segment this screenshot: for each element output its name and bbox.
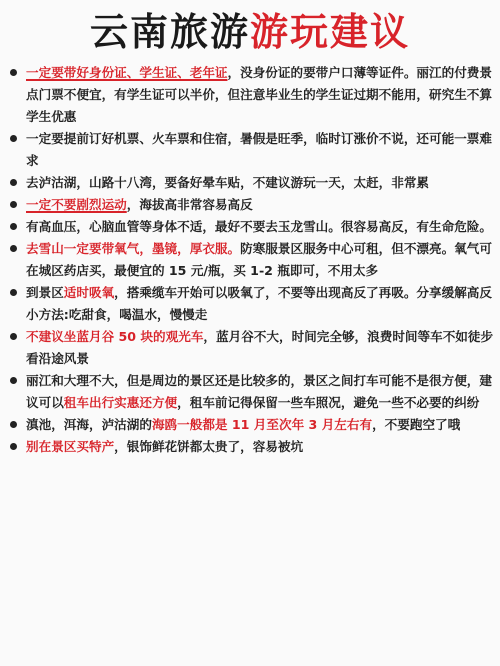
tip-text: ，海拔高非常容易高反 (126, 197, 253, 212)
bullet-icon (10, 421, 17, 428)
bullet-icon (10, 245, 17, 252)
highlight-text: 租车出行实惠还方便 (63, 395, 178, 410)
tip-text: 丽江和大理不大，但是周边的景区还是比较多的，景区之间打车可能不是很方便，建议可以 (26, 373, 492, 410)
list-item (8, 172, 494, 194)
list-item (8, 436, 494, 458)
bullet-icon (10, 289, 17, 296)
tip-text: 去泸沽湖，山路十八湾，要备好晕车贴，不建议游玩一天，太赶，非常累 (26, 175, 429, 190)
highlight-text: 一定不要剧烈运动 (26, 197, 127, 212)
bullet-icon (10, 69, 17, 76)
title-part-black: 云南旅游 (89, 10, 250, 54)
page-title (0, 6, 500, 58)
list-item (8, 62, 494, 128)
bullet-icon (10, 223, 17, 230)
highlight-text: 去雪山一定要带氧气，墨镜，厚衣服。 (26, 241, 241, 256)
tip-text: ，银饰鲜花饼都太贵了，容易被坑 (114, 439, 304, 454)
tip-text: ，蓝月谷不大，时间完全够，浪费时间等车不如徒步看沿途风景 (26, 329, 494, 366)
list-item (8, 414, 494, 436)
tip-text: ，不要跑空了哦 (372, 417, 461, 432)
highlight-text: 海鸥一般都是 11 月至次年 3 月左右有 (151, 417, 373, 432)
tip-text: ，没身份证的要带户口薄等证件。丽江的付费景点门票不便宜，有学生证可以半价，但注意毕业生的学生证过期不能用，研究生不算学生优惠 (26, 65, 492, 124)
bullet-icon (10, 201, 17, 208)
highlight-text: 适时吸氧 (63, 285, 115, 300)
highlight-text: 别在景区买特产 (26, 439, 115, 454)
tip-text: 有高血压，心脑血管等身体不适，最好不要去玉龙雪山。很容易高反，有生命危险。 (26, 219, 492, 234)
title-part-red: 游玩建议 (250, 10, 411, 54)
highlight-text: 不建议坐蓝月谷 50 块的观光车 (26, 329, 204, 344)
list-item (8, 238, 494, 282)
tip-text: 防寒服景区服务中心可租，但不漂亮。氧气可在城区药店买，最便宜的 15 元/瓶，买 1-2 瓶即可，不用太多 (26, 241, 492, 278)
tip-text: 一定要提前订好机票、火车票和住宿，暑假是旺季，临时订涨价不说，还可能一票难求 (26, 131, 492, 168)
list-item (8, 128, 494, 172)
list-item (8, 326, 494, 370)
highlight-text: 一定要带好身份证、学生证、老年证 (26, 65, 228, 80)
bullet-icon (10, 333, 17, 340)
tip-text: ，租车前记得保留一些车照况，避免一些不必要的纠纷 (177, 395, 480, 410)
bullet-icon (10, 443, 17, 450)
bullet-icon (10, 377, 17, 384)
tip-text: 到景区 (26, 285, 64, 300)
list-item (8, 370, 494, 414)
list-item (8, 282, 494, 326)
list-item (8, 194, 494, 216)
list-item (8, 216, 494, 238)
tips-list (8, 62, 494, 458)
bullet-icon (10, 135, 17, 142)
bullet-icon (10, 179, 17, 186)
tip-text: 滇池，洱海，泸沽湖的 (26, 417, 152, 432)
tip-text: ，搭乘缆车开始可以吸氧了，不要等出现高反了再吸。分享缓解高反小方法:吃甜食，喝温水，慢慢走 (26, 285, 492, 322)
